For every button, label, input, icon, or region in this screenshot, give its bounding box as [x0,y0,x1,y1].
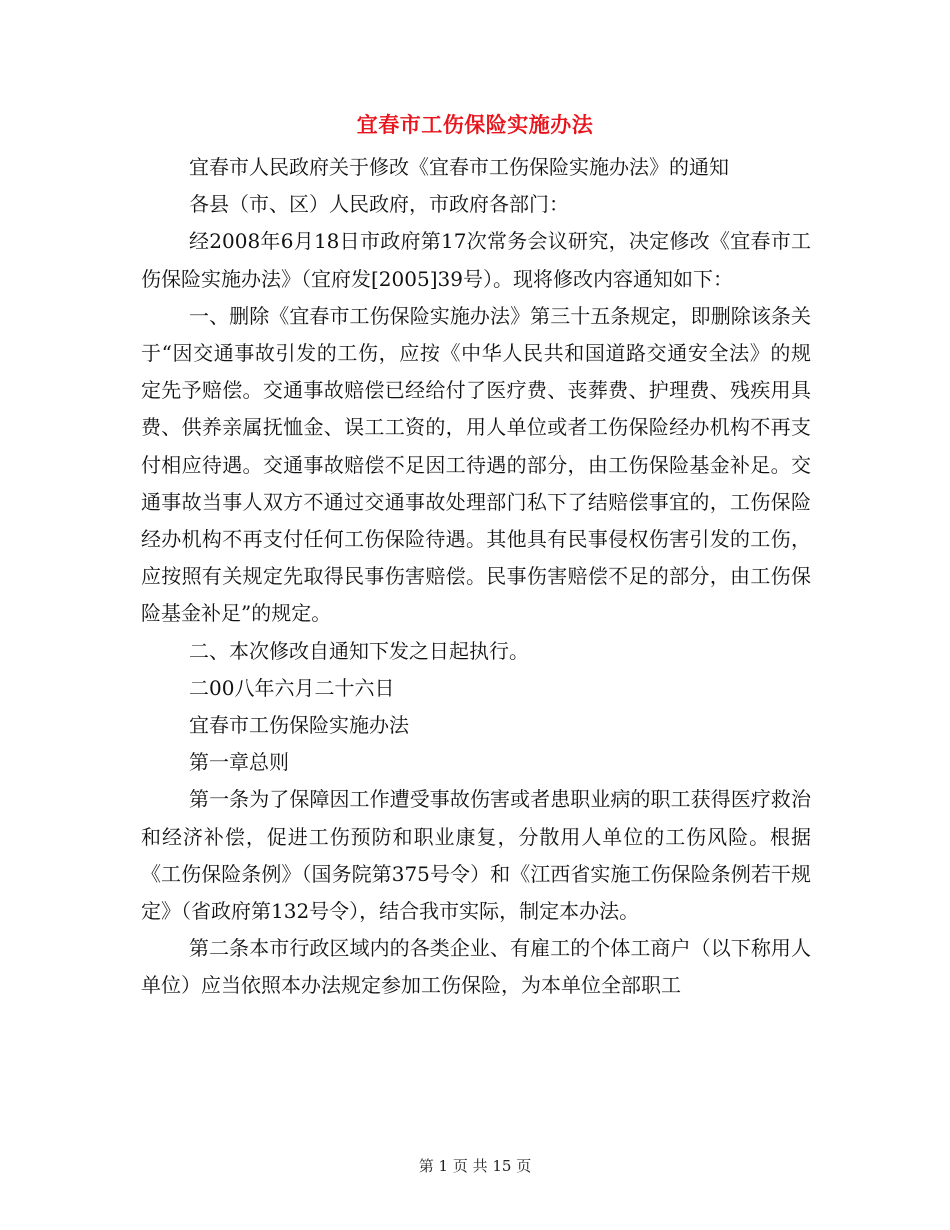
document-body [141,149,811,1005]
paragraph-measures-title: 宜春市工伤保险实施办法 [189,713,409,738]
paragraph-decision: 经2008年6月18日市政府第17次常务会议研究，决定修改《宜春市工伤保险实施办法》（宜府发[2005]39号）。现将修改内容通知如下： [141,229,811,291]
page-number-footer: 第 1 页 共 15 页 [418,1157,532,1175]
paragraph-article-2: 第二条本市行政区域内的各类企业、有雇工的个体工商户（以下称用人单位）应当依照本办法规定参加工伤保险，为本单位全部职工 [141,936,811,998]
paragraph-amendment-2: 二、本次修改自通知下发之日起执行。 [189,638,529,663]
paragraph-date: 二00八年六月二十六日 [189,675,395,700]
paragraph-article-1: 第一条为了保障因工作遭受事故伤害或者患职业病的职工获得医疗救治和经济补偿，促进工伤预防和职业康复，分散用人单位的工伤风险。根据《工伤保险条例》（国务院第375号令）和《江西省实施工伤保险条例若干规定》（省政府第132号令），结合我市实际，制定本办法。 [141,787,811,924]
document-title: 宜春市工伤保险实施办法 [356,113,594,137]
paragraph-addressee: 各县（市、区）人民政府，市政府各部门： [189,192,569,217]
paragraph-chapter-1: 第一章总则 [189,750,289,775]
paragraph-amendment-1: 一、删除《宜春市工伤保险实施办法》第三十五条规定，即删除该条关于“因交通事故引发的工伤，应按《中华人民共和国道路交通安全法》的规定先予赔偿。交通事故赔偿已经给付了医疗费、丧葬费、护理费、残疾用具费、供养亲属抚恤金、误工工资的，用人单位或者工伤保险经办机构不再支付相应待遇。交通事故赔偿不足因工待遇的部分，由工伤保险基金补足。交通事故当事人双方不通过交通事故处理部门私下了结赔偿事宜的，工伤保险经办机构不再支付任何工伤保险待遇。其他具有民事侵权伤害引发的工伤，应按照有关规定先取得民事伤害赔偿。民事伤害赔偿不足的部分，由工伤保险基金补足”的规定。 [141,303,811,626]
paragraph-notice-title: 宜春市人民政府关于修改《宜春市工伤保险实施办法》的通知 [189,155,729,179]
